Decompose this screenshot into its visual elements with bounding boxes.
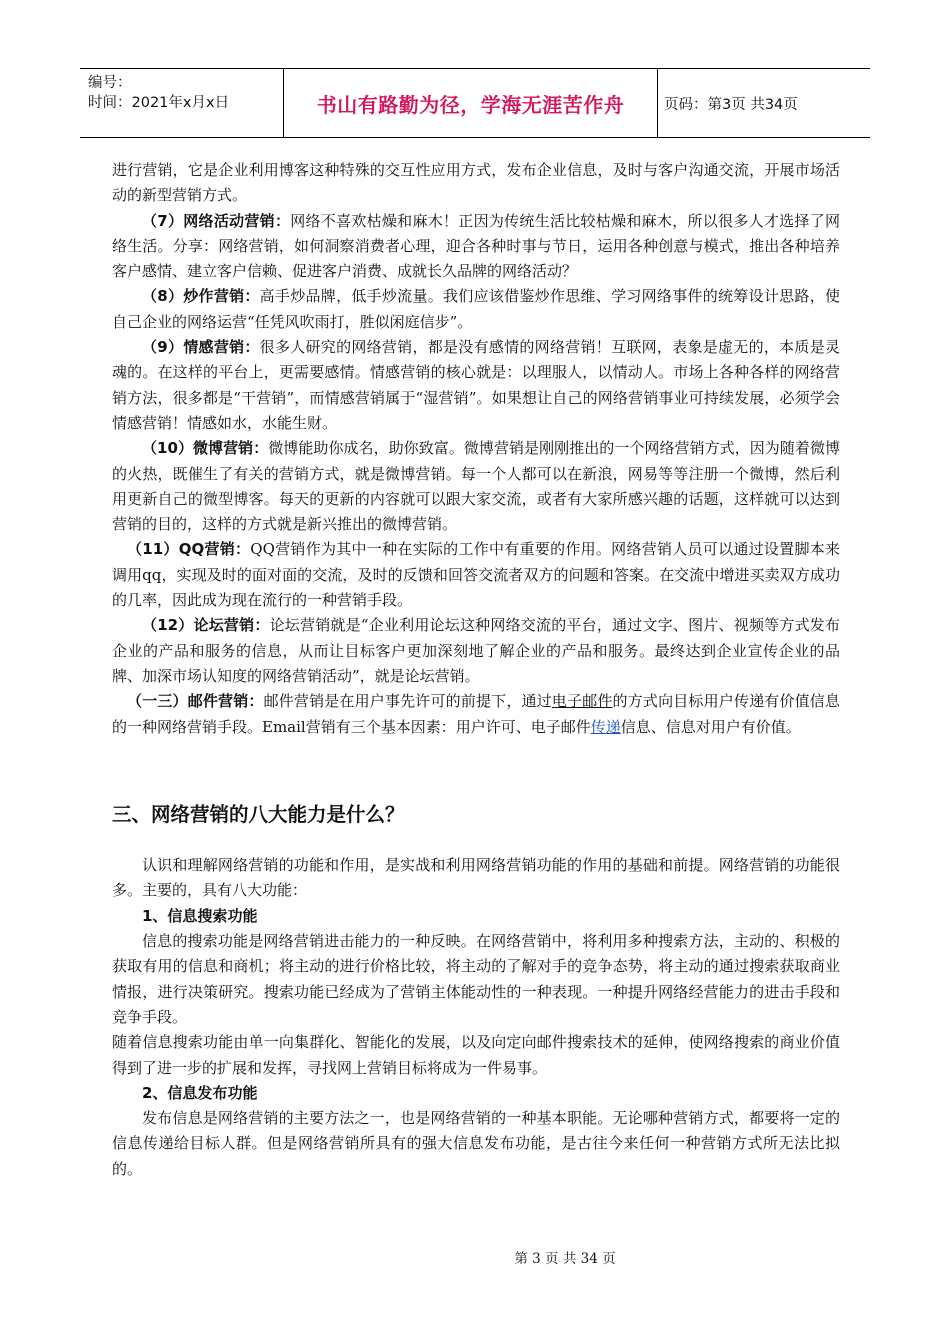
paragraph-search-1: 信息的搜索功能是网络营销进击能力的一种反映。在网络营销中，将利用多种搜索方法，主动的、积极的获取有用的信息和商机；将主动的进行价格比较，将主动的了解对手的竞争态势，将主动的通过搜索获取商业情报，进行决策研究。搜索功能已经成为了营销主体能动性的一种表现。一种提升网络经营能力的进击手段和竞争手段。 — [112, 932, 840, 1026]
paragraph-publish-1: 发布信息是网络营销的主要方法之一，也是网络营销的一种基本职能。无论哪种营销方式，都要将一定的信息传递给目标人群。但是网络营销所具有的强大信息发布功能，是古往今来任何一种营销方式所无法比拟的。 — [112, 1109, 840, 1178]
item-text: 邮件营销是在用户事先许可的前提下，通过 — [263, 692, 552, 711]
paragraph-intro: 认识和理解网络营销的功能和作用，是实战和利用网络营销功能的作用的基础和前提。网络营销的功能很多。主要的，具有八大功能： — [112, 856, 840, 900]
header-meta — [80, 69, 284, 137]
page-header — [80, 68, 870, 138]
item-title: （12）论坛营销： — [142, 616, 270, 635]
item-text: 论坛营销就是“企业利用论坛这种网络交流的平台，通过文字、图片、视频等方式发布企业的产品和服务的信息，从而让目标客户更加深刻地了解企业的产品和服务。最终达到企业宣传企业的品牌、加深市场认知度的网络营销活动”，就是论坛营销。 — [112, 616, 840, 685]
item-text: 网络不喜欢枯燥和麻木！正因为传统生活比较枯燥和麻木，所以很多人才选择了网络生活。分享：网络营销，如何洞察消费者心理，迎合各种时事与节日，运用各种创意与模式，推出各种培养客户感情、建立客户信赖、促进客户消费、成就长久品牌的网络活动？ — [112, 211, 840, 281]
page-footer: 第 3 页 共 34 页 — [514, 1251, 616, 1267]
item-title: （7）网络活动营销： — [142, 211, 291, 230]
email-link[interactable]: 电子邮件 — [551, 692, 613, 711]
paragraph-qq-marketing — [112, 537, 840, 613]
item-text: QQ营销作为其中一种在实际的工作中有重要的作用。网络营销人员可以通过设置脚本来调用qq，实现及时的面对面的交流，及时的反馈和回答交流者双方的问题和答案。在交流中增进买卖双方成功的几率，因此成为现在流行的一种营销手段。 — [112, 540, 840, 610]
item-text: 的方式向目标用户传递有价值信息的一种网络营销手段。Email营销有三个基本因素：用户许可、电子邮件 — [112, 692, 840, 736]
item-title: （9）情感营销： — [142, 338, 260, 357]
paragraph-weibo-marketing — [112, 436, 840, 537]
subheading-publish: 2、信息发布功能 — [142, 1083, 258, 1102]
item-title: （8）炒作营销： — [142, 287, 260, 306]
document-body — [112, 158, 840, 1182]
item-text: 信息、信息对用户有价值。 — [620, 717, 801, 736]
paragraph-blog-continued: 进行营销，它是企业利用博客这种特殊的交互性应用方式，发布企业信息，及时与客户沟通交流，开展市场活动的新型营销方式。 — [112, 161, 840, 205]
transfer-link[interactable]: 传递 — [590, 717, 621, 736]
subheading-search: 1、信息搜索功能 — [142, 906, 258, 925]
section-title: 三、网络营销的八大能力是什么？ — [112, 802, 405, 826]
code-label: 编号： — [88, 75, 132, 91]
paragraph-activity-marketing — [112, 209, 840, 285]
date-label: 时间：2021年x月x日 — [88, 95, 230, 111]
item-text: 高手炒品牌，低手炒流量。我们应该借鉴炒作思维、学习网络事件的统筹设计思路，使自己企业的网络运营“任凭风吹雨打，胜似闲庭信步”。 — [112, 287, 840, 331]
item-text: 很多人研究的网络营销，都是没有感情的网络营销！互联网，表象是虚无的，本质是灵魂的。在这样的平台上，更需要感情。情感营销的核心就是：以理服人，以情动人。市场上各种各样的网络营销方法，很多都是“干营销”，而情感营销属于“湿营销”。如果想让自己的网络营销事业可持续发展，必须学会情感营销！情感如水，水能生财。 — [112, 338, 840, 432]
paragraph-email-marketing — [112, 689, 840, 740]
item-title: （一三）邮件营销： — [127, 692, 264, 711]
paragraph-hype-marketing — [112, 284, 840, 335]
header-page-number: 页码：第3页 共34页 — [664, 96, 798, 113]
item-title: （11）QQ营销： — [127, 540, 251, 559]
header-motto: 书山有路勤为径，学海无涯苦作舟 — [284, 69, 658, 137]
item-text: 微博能助你成名，助你致富。微博营销是刚刚推出的一个网络营销方式，因为随着微博的火热，既催生了有关的营销方式，就是微博营销。每一个人都可以在新浪，网易等等注册一个微博，然后利用更新自己的微型博客。每天的更新的内容就可以跟大家交流，或者有大家所感兴趣的话题，这样就可以达到营销的目的，这样的方式就是新兴推出的微博营销。 — [112, 439, 840, 534]
paragraph-search-2: 随着信息搜索功能由单一向集群化、智能化的发展，以及向定向邮件搜索技术的延伸，使网络搜索的商业价值得到了进一步的扩展和发挥，寻找网上营销目标将成为一件易事。 — [112, 1033, 840, 1077]
paragraph-forum-marketing — [112, 613, 840, 689]
paragraph-emotional-marketing — [112, 335, 840, 436]
item-title: （10）微博营销： — [142, 439, 269, 458]
